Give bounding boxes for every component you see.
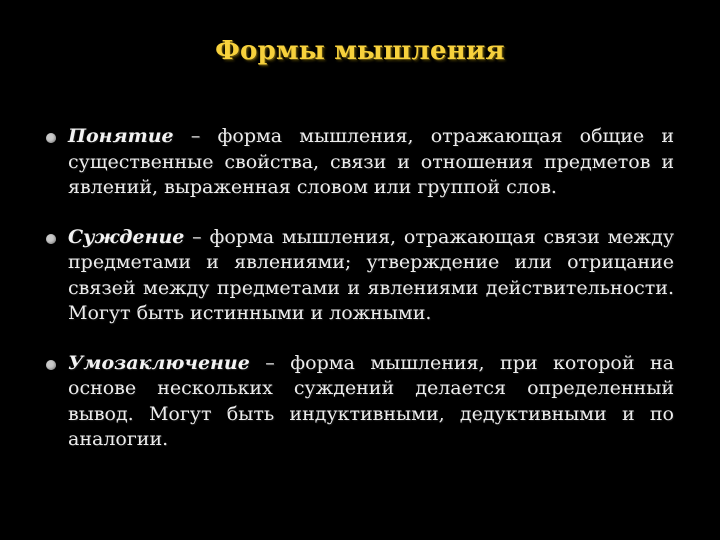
- bullet-icon: [46, 234, 56, 244]
- bullet-icon: [46, 133, 56, 143]
- list-item-judgment: [44, 225, 674, 327]
- list-item-concept: [44, 124, 674, 201]
- definition-text: форма мышления, отражающая общие и существенные свойства, связи и отношения предметов и явлений, выраженная словом или группой слов.: [68, 125, 674, 198]
- term-label: Понятие: [68, 125, 174, 147]
- definition-list: [44, 124, 674, 453]
- term-label: Умозаключение: [68, 351, 250, 374]
- slide-title: Формы мышления: [215, 36, 505, 66]
- definition-text: форма мышления, при которой на основе нескольких суждений делается определенный вывод. Могут быть индуктивными, дедуктивными и по аналогии.: [68, 351, 675, 450]
- definition-text: форма мышления, отражающая связи между предметами и явлениями; утверждение или отрицание связей между предметами и явлениями действительности. Могут быть истинными и ложными.: [68, 225, 675, 324]
- separator-dash: –: [265, 351, 291, 374]
- separator-dash: –: [192, 225, 210, 248]
- list-item-inference: [44, 351, 674, 453]
- term-label: Суждение: [68, 225, 185, 248]
- separator-dash: –: [190, 125, 218, 147]
- bullet-icon: [46, 360, 56, 370]
